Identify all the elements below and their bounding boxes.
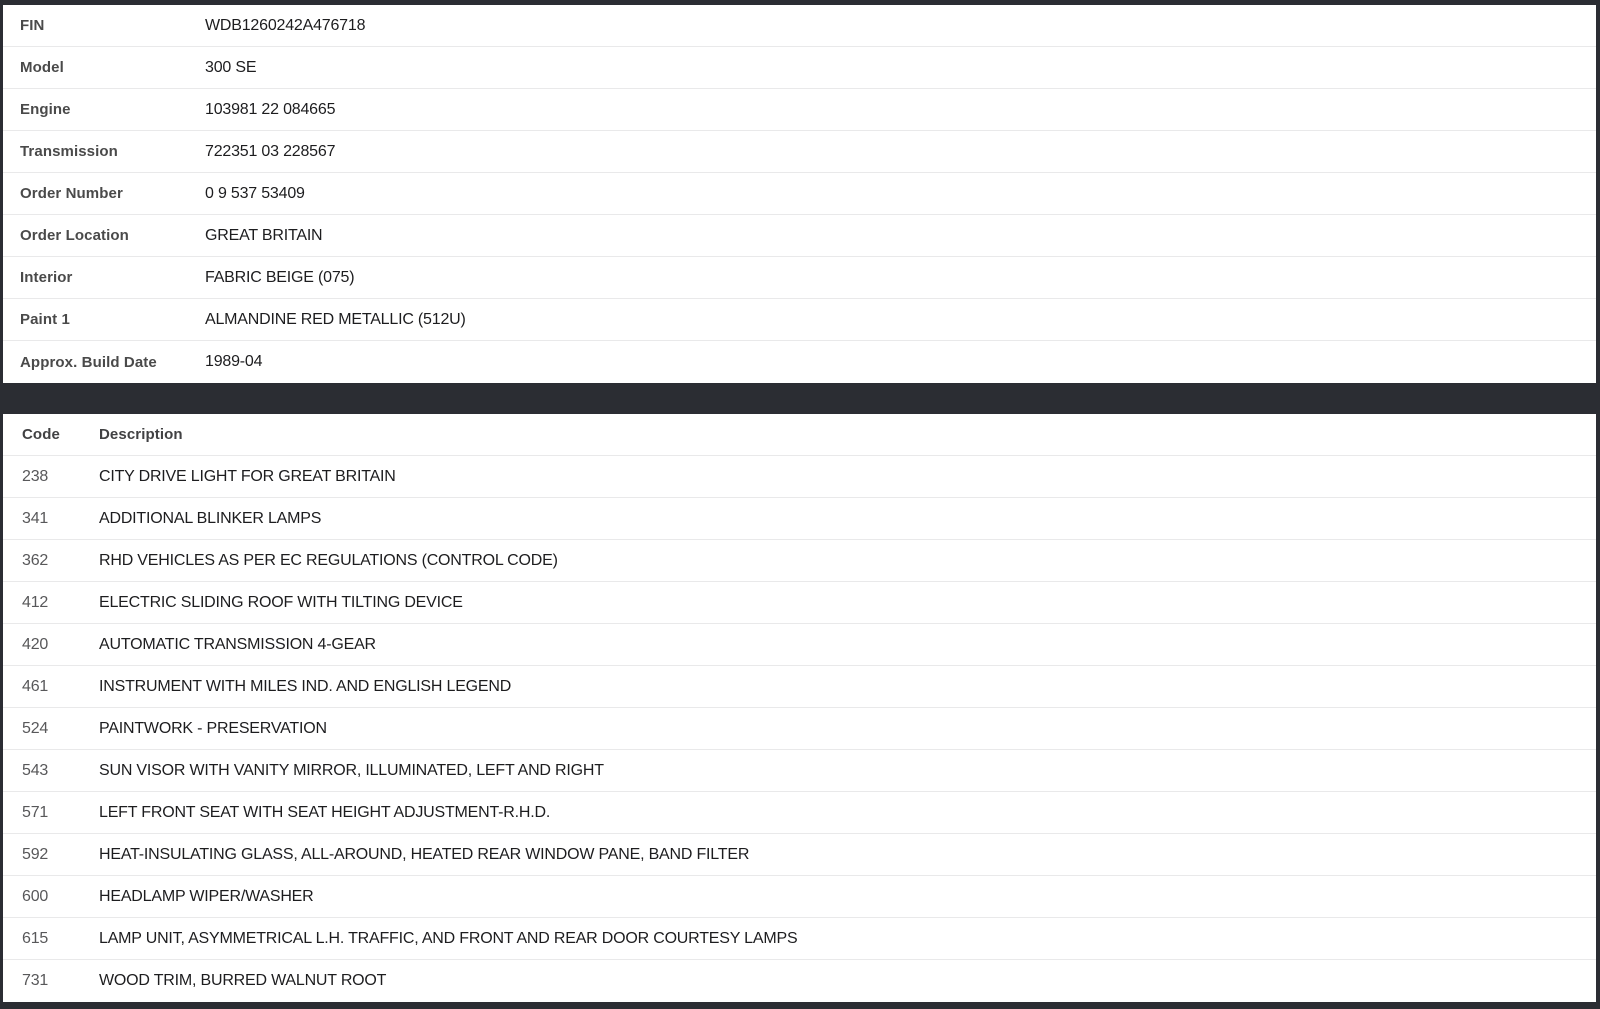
code-row-543 (3, 750, 1596, 792)
description-cell: RHD VEHICLES AS PER EC REGULATIONS (CONTROL CODE) (99, 551, 558, 569)
code-row-341 (3, 498, 1596, 540)
code-cell: 420 (22, 635, 49, 653)
code-cell: 341 (22, 509, 49, 527)
vehicle-info-table (3, 5, 1596, 383)
code-row-600 (3, 876, 1596, 918)
description-cell: PAINTWORK - PRESERVATION (99, 719, 327, 737)
code-row-615 (3, 918, 1596, 960)
description-cell: WOOD TRIM, BURRED WALNUT ROOT (99, 972, 387, 989)
description-cell: SUN VISOR WITH VANITY MIRROR, ILLUMINATED, LEFT AND RIGHT (99, 761, 604, 779)
row-value: 1989-04 (205, 353, 263, 370)
code-cell: 543 (22, 761, 49, 779)
description-cell: ADDITIONAL BLINKER LAMPS (99, 509, 322, 527)
row-value: ALMANDINE RED METALLIC (512U) (205, 310, 466, 328)
row-label: Approx. Build Date (20, 353, 157, 371)
code-cell: 592 (22, 845, 49, 863)
row-value: GREAT BRITAIN (205, 226, 323, 244)
row-value: WDB1260242A476718 (205, 16, 366, 34)
info-row-interior (3, 257, 1596, 299)
code-cell: 615 (22, 929, 49, 947)
code-row-524 (3, 708, 1596, 750)
row-value: 0 9 537 53409 (205, 184, 305, 202)
info-row-order-location (3, 215, 1596, 257)
code-cell: 238 (22, 467, 49, 485)
description-cell: INSTRUMENT WITH MILES IND. AND ENGLISH LEGEND (99, 677, 512, 695)
row-value: 722351 03 228567 (205, 142, 336, 160)
equipment-codes-table (3, 414, 1596, 1002)
description-cell: HEADLAMP WIPER/WASHER (99, 887, 314, 905)
row-value: 103981 22 084665 (205, 100, 336, 118)
row-label: Transmission (20, 143, 118, 160)
description-column-header: Description (99, 426, 183, 443)
info-row-paint (3, 299, 1596, 341)
code-row-238 (3, 456, 1596, 498)
row-label: FIN (20, 17, 45, 34)
code-row-731 (3, 960, 1596, 1002)
info-row-model (3, 47, 1596, 89)
code-row-412 (3, 582, 1596, 624)
code-cell: 571 (22, 803, 49, 821)
row-value: FABRIC BEIGE (075) (205, 268, 355, 286)
code-cell: 461 (22, 677, 49, 695)
code-cell: 731 (22, 972, 49, 989)
code-row-420 (3, 624, 1596, 666)
description-cell: LEFT FRONT SEAT WITH SEAT HEIGHT ADJUSTMENT-R.H.D. (99, 803, 551, 821)
info-row-transmission (3, 131, 1596, 173)
info-row-engine (3, 89, 1596, 131)
code-row-362 (3, 540, 1596, 582)
description-cell: CITY DRIVE LIGHT FOR GREAT BRITAIN (99, 467, 396, 485)
code-cell: 524 (22, 719, 49, 737)
row-label: Paint 1 (20, 311, 70, 328)
row-label: Engine (20, 101, 71, 118)
code-row-592 (3, 834, 1596, 876)
row-label: Interior (20, 269, 73, 286)
codes-header-row (3, 414, 1596, 456)
code-cell: 600 (22, 887, 49, 905)
code-row-571 (3, 792, 1596, 834)
row-label: Order Number (20, 185, 123, 202)
info-row-fin (3, 5, 1596, 47)
description-cell: HEAT-INSULATING GLASS, ALL-AROUND, HEATED REAR WINDOW PANE, BAND FILTER (99, 845, 750, 863)
row-label: Order Location (20, 227, 129, 244)
code-cell: 362 (22, 551, 49, 569)
code-row-461 (3, 666, 1596, 708)
info-row-order-number (3, 173, 1596, 215)
row-value: 300 SE (205, 58, 257, 76)
description-cell: LAMP UNIT, ASYMMETRICAL L.H. TRAFFIC, AND FRONT AND REAR DOOR COURTESY LAMPS (99, 929, 798, 947)
description-cell: ELECTRIC SLIDING ROOF WITH TILTING DEVICE (99, 593, 463, 611)
row-label: Model (20, 59, 64, 76)
description-cell: AUTOMATIC TRANSMISSION 4-GEAR (99, 635, 376, 653)
info-row-build-date (3, 341, 1596, 383)
code-cell: 412 (22, 593, 49, 611)
code-column-header: Code (22, 426, 60, 443)
